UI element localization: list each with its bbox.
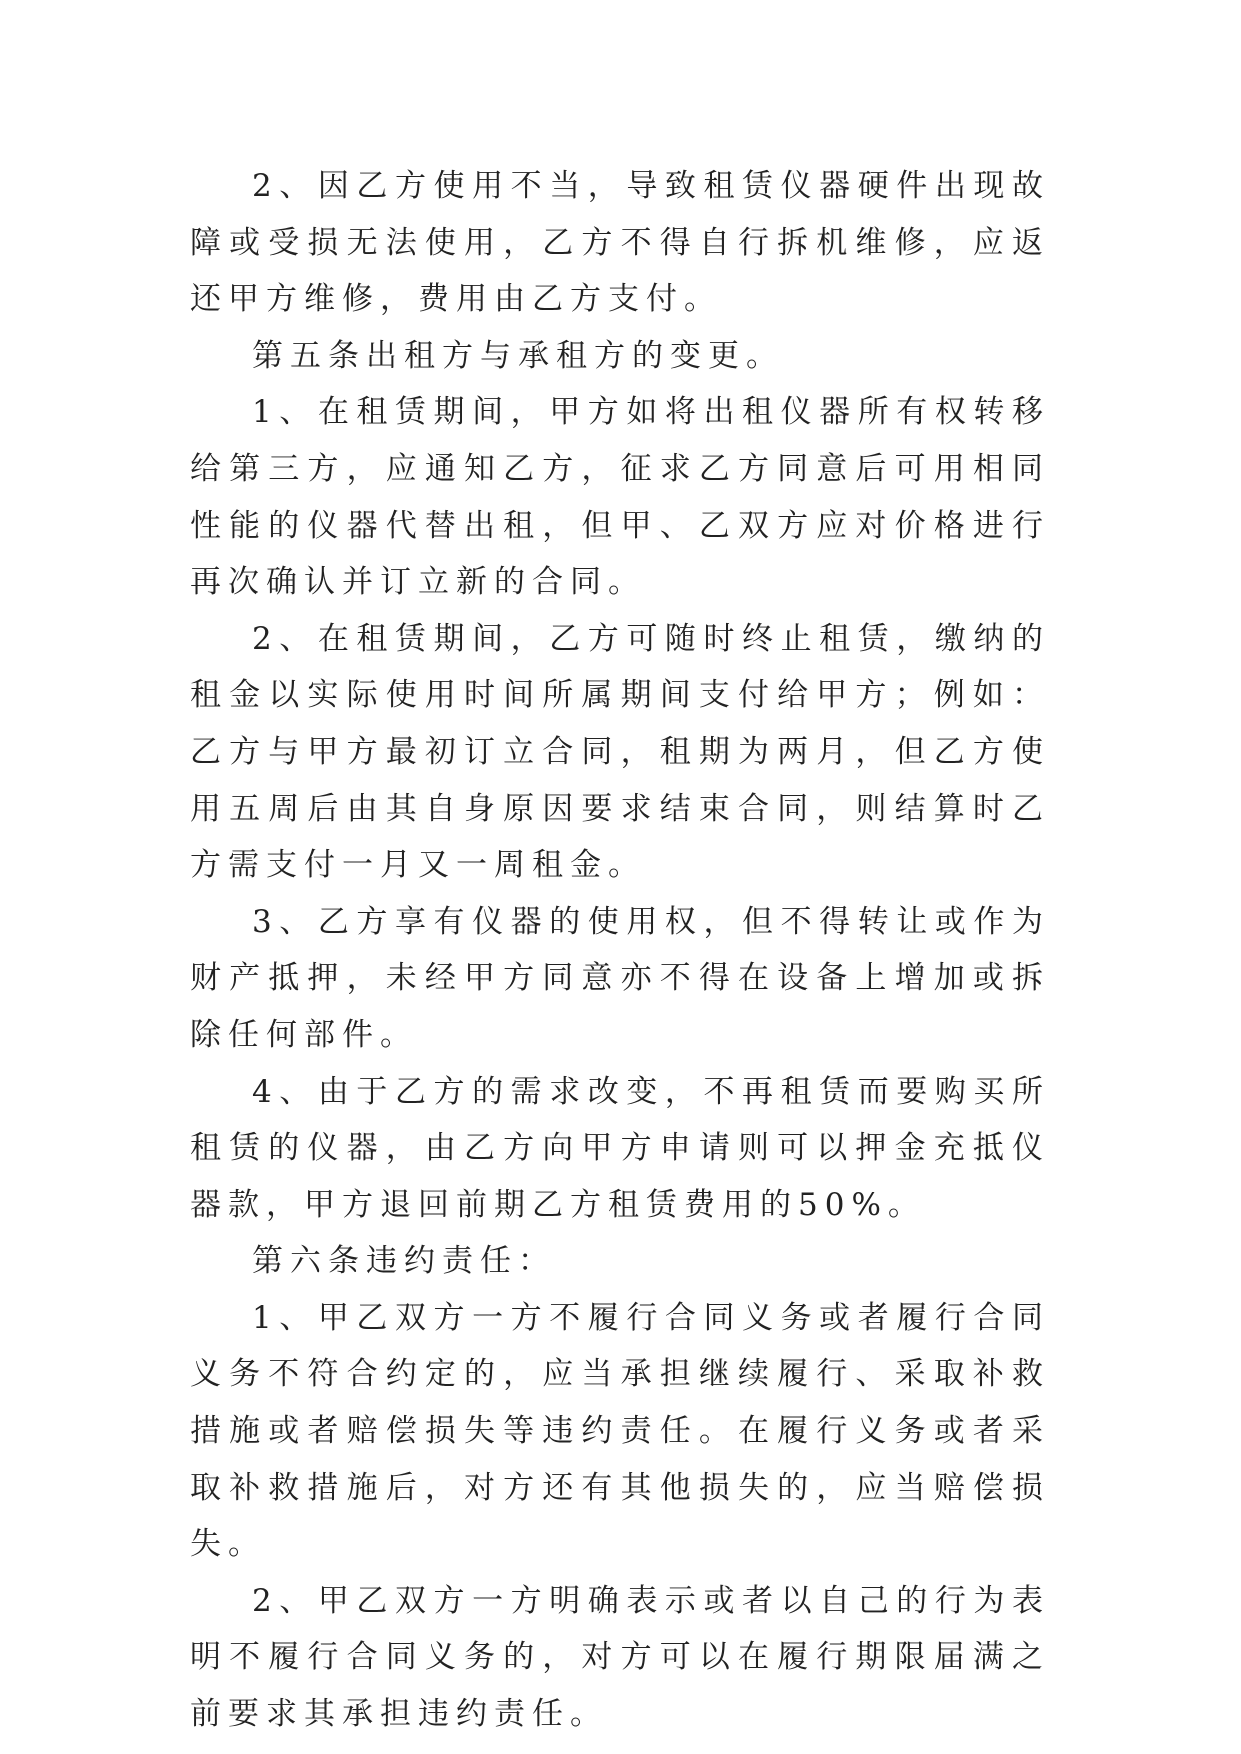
heading-article-6: 第六条违约责任： <box>252 1243 556 1280</box>
paragraph-clause-5-2: 2、在租赁期间，乙方可随时终止租赁，缴纳的租金以实际使用时间所属期间支付给甲方；例如：乙方与甲方最初订立合同，租期为两月，但乙方使用五周后由其自身原因要求结束合同，则结算时乙方需支付一月又一周租金。 <box>190 620 1050 884</box>
document-body <box>190 158 1050 1743</box>
paragraph-clause-5-1: 1、在租赁期间，甲方如将出租仪器所有权转移给第三方，应通知乙方，征求乙方同意后可用相同性能的仪器代替出租，但甲、乙双方应对价格进行再次确认并订立新的合同。 <box>190 394 1050 601</box>
paragraph-clause-6-1: 1、甲乙双方一方不履行合同义务或者履行合同义务不符合约定的，应当承担继续履行、采取补救措施或者赔偿损失等违约责任。在履行义务或者采取补救措施后，对方还有其他损失的，应当赔偿损失。 <box>190 1299 1050 1563</box>
heading-article-5: 第五条出租方与承租方的变更。 <box>252 337 784 374</box>
paragraph-clause-5-4: 4、由于乙方的需求改变，不再租赁而要购买所租赁的仪器，由乙方向甲方申请则可以押金充抵仪器款，甲方退回前期乙方租赁费用的50%。 <box>190 1073 1050 1223</box>
paragraph-clause-4-2: 2、因乙方使用不当，导致租赁仪器硬件出现故障或受损无法使用，乙方不得自行拆机维修，应返还甲方维修，费用由乙方支付。 <box>190 168 1050 318</box>
paragraph-clause-5-3: 3、乙方享有仪器的使用权，但不得转让或作为财产抵押，未经甲方同意亦不得在设备上增加或拆除任何部件。 <box>190 903 1050 1053</box>
paragraph-clause-6-2: 2、甲乙双方一方明确表示或者以自己的行为表明不履行合同义务的，对方可以在履行期限届满之前要求其承担违约责任。 <box>190 1582 1050 1733</box>
